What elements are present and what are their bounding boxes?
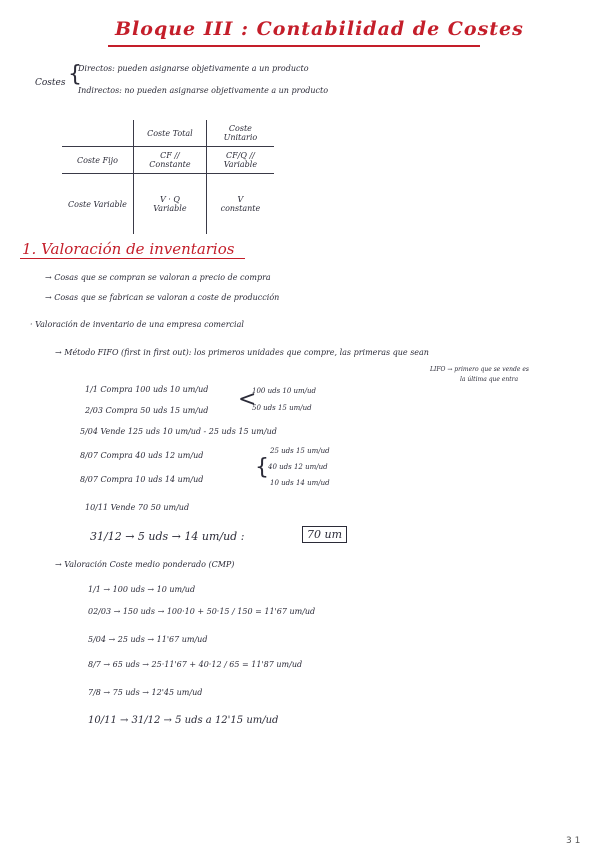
lifo-note-line2: la última que entra xyxy=(460,376,519,383)
fifo-brace: < xyxy=(238,387,257,412)
table-cell-cv-unitario: V constante xyxy=(220,195,261,213)
bullet-fabrican: → Cosas que se fabrican se valoran a coste de producción xyxy=(45,293,280,302)
table-header-empty xyxy=(62,120,133,147)
fifo-result: 31/12 → 5 uds → 14 um/ud : xyxy=(90,530,245,543)
fifo-heading: → Método FIFO (first in first out): los primeros unidades que compre, las primeras que sean xyxy=(55,348,429,357)
table-header-coste-total: Coste Total xyxy=(133,120,206,147)
fifo-result-box: 70 um xyxy=(302,526,347,543)
table-cell-coste-fijo: Coste Fijo xyxy=(62,147,133,174)
costes-indirectos: Indirectos: no pueden asignarse objetivamente a un producto xyxy=(78,86,329,95)
cmp-line: 10/11 → 31/12 → 5 uds a 12'15 um/ud xyxy=(88,715,279,726)
table-cell-cv-total: V · Q Variable xyxy=(133,174,206,235)
fifo-brace-item: 25 uds 15 um/ud xyxy=(270,447,330,455)
page-number: 3 1 xyxy=(566,836,581,846)
cmp-line: 02/03 → 150 uds → 100·10 + 50·15 / 150 = 11'67 um/ud xyxy=(88,607,316,616)
fifo-brace-item: 100 uds 10 um/ud xyxy=(252,387,317,395)
fifo-brace-item: 40 uds 12 um/ud xyxy=(268,463,328,471)
cmp-line: 8/7 → 65 uds → 25·11'67 + 40·12 / 65 = 11'87 um/ud xyxy=(88,660,303,669)
costes-directos: Directos: pueden asignarse objetivamente a un producto xyxy=(78,64,309,73)
title-underline xyxy=(108,45,480,47)
fifo-line: 5/04 Vende 125 uds 10 um/ud - 25 uds 15 um/ud xyxy=(80,427,277,436)
cmp-line: 5/04 → 25 uds → 11'67 um/ud xyxy=(88,635,208,644)
fifo-brace-item: 10 uds 14 um/ud xyxy=(270,479,330,487)
lifo-note-line1: LIFO → primero que se vende es xyxy=(430,366,529,373)
valoracion-heading: · Valoración de inventario de una empresa comercial xyxy=(30,320,244,329)
fifo-line: 8/07 Compra 40 uds 12 um/ud xyxy=(80,451,204,460)
section-underline xyxy=(20,258,245,259)
table-cell-cf-total: CF // Constante xyxy=(133,147,206,174)
cmp-heading: → Valoración Coste medio ponderado (CMP) xyxy=(55,560,235,569)
fifo-brace-item: 50 uds 15 um/ud xyxy=(252,404,312,412)
fifo-line: 1/1 Compra 100 uds 10 um/ud xyxy=(85,385,209,394)
table-cell-coste-variable: Coste Variable xyxy=(62,174,133,235)
fifo-line: 8/07 Compra 10 uds 14 um/ud xyxy=(80,475,204,484)
fifo-line: 2/03 Compra 50 uds 15 um/ud xyxy=(85,406,209,415)
table-cell-cf-unitario: CF/Q // Variable xyxy=(206,147,274,174)
section-heading: 1. Valoración de inventarios xyxy=(22,240,235,258)
cmp-line: 1/1 → 100 uds → 10 um/ud xyxy=(88,585,196,594)
cmp-line: 7/8 → 75 uds → 12'45 um/ud xyxy=(88,688,203,697)
fifo-brace-2: { xyxy=(255,455,269,480)
costes-brace: { xyxy=(68,62,82,87)
table-header-coste-unitario: Coste Unitario xyxy=(206,120,274,147)
bullet-compran: → Cosas que se compran se valoran a precio de compra xyxy=(45,273,271,282)
costes-label: Costes xyxy=(35,78,66,88)
cost-table xyxy=(62,120,274,234)
fifo-line: 10/11 Vende 70 50 um/ud xyxy=(85,503,190,512)
page-title: Bloque III : Contabilidad de Costes xyxy=(115,18,524,40)
